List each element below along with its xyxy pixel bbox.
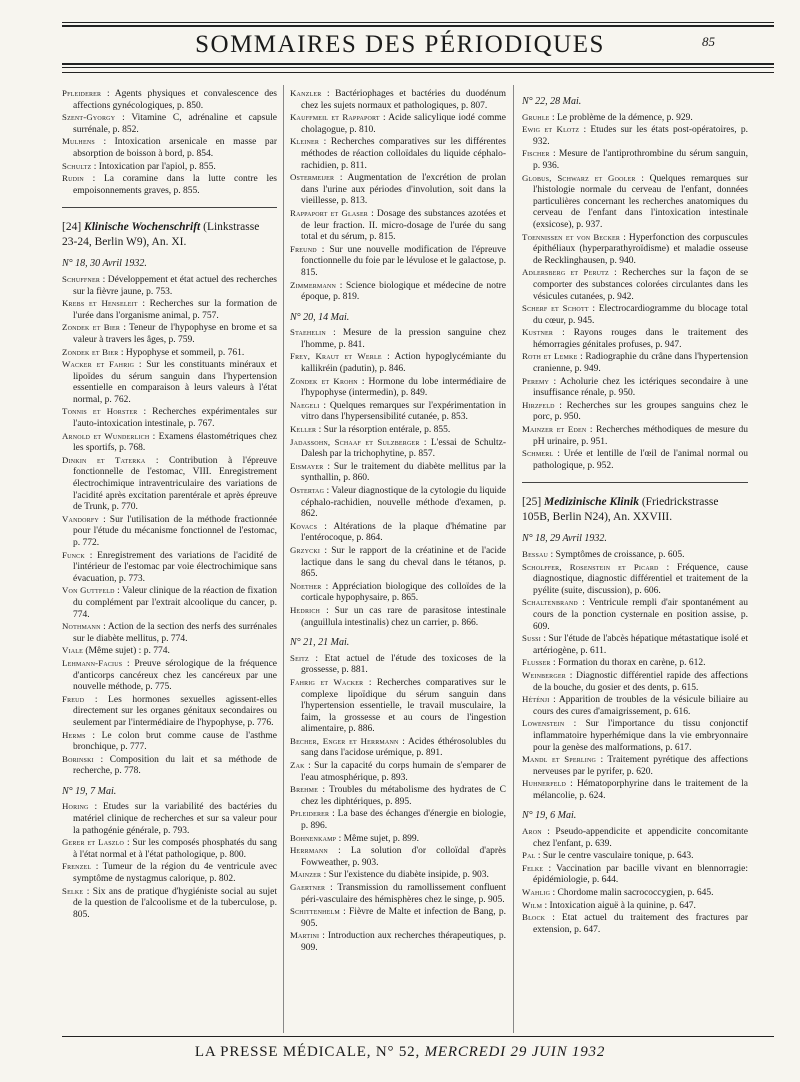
issue-heading: N° 19, 7 Mai. bbox=[62, 785, 117, 797]
article-title: : Altérations de la plaque d'hématine par l'entérocoque, p. 864. bbox=[301, 521, 506, 544]
article-author: Schittenhelm bbox=[290, 906, 340, 917]
article-title: : Sur l'utilisation de la méthode fractionnée pour l'étude du mécanisme fonctionnel de l'estomac, p. 772. bbox=[73, 514, 277, 548]
article-author: Frey, Kraut et Werle bbox=[290, 351, 382, 362]
article-title: : Hypophyse et sommeil, p. 761. bbox=[120, 347, 245, 358]
article-author: Weinberger bbox=[522, 669, 566, 680]
journal-heading bbox=[62, 220, 277, 250]
article-entry bbox=[62, 658, 277, 694]
article-title: : Chordome malin sacrococcygien, p. 645. bbox=[552, 888, 714, 899]
issue-heading: N° 19, 6 Mai. bbox=[522, 810, 577, 822]
article-title: : Diagnostic différentiel rapide des affections de la bouche, du gosier et des dents, p. 615. bbox=[533, 670, 748, 693]
article-author: Schultz bbox=[62, 160, 92, 171]
article-entry bbox=[290, 88, 506, 112]
article-title: : Troubles du métabolisme des hydrates de C chez les diphtériques, p. 895. bbox=[301, 785, 506, 807]
article-author: Tonnis et Horster bbox=[62, 406, 138, 417]
article-entry bbox=[522, 424, 748, 448]
article-title: : Intoxication aiguë à la quinine, p. 647. bbox=[544, 900, 696, 911]
article-title: : Introduction aux recherches thérapeutiques, p. 909. bbox=[301, 931, 506, 953]
article-author: Vandorfy bbox=[62, 513, 99, 524]
article-entry bbox=[522, 376, 748, 400]
article-author: Bohnenkamp bbox=[290, 832, 337, 843]
article-author: Frenzel bbox=[62, 861, 92, 872]
article-title: : Radiographie du crâne dans l'hypertension cranienne, p. 949. bbox=[533, 352, 748, 375]
article-title: : Sur le traitement du diabète mellitus par la synthallin, p. 860. bbox=[301, 461, 506, 484]
article-title: : Sur les constituants minéraux et lipoïdes du sérum sanguin dans l'hypertension essentielle en comparaison à leurs valeurs à l'état normal, p. 762. bbox=[73, 360, 277, 405]
article-author: Ostertag bbox=[290, 485, 325, 495]
article-entry bbox=[522, 327, 748, 351]
article-entry bbox=[62, 514, 277, 550]
article-title: : Examens élastométriques chez les sportifs, p. 768. bbox=[73, 431, 277, 454]
article-entry bbox=[522, 912, 748, 936]
article-entry bbox=[290, 461, 506, 485]
article-title: : Rayons rouges dans le traitement des hémorragies génitales profuses, p. 947. bbox=[533, 328, 748, 350]
article-author: Kustner bbox=[522, 327, 554, 338]
article-entry bbox=[290, 327, 506, 351]
article-entry bbox=[62, 730, 277, 754]
article-entry bbox=[290, 784, 506, 808]
article-entry bbox=[522, 657, 748, 670]
column-separator-1 bbox=[283, 85, 284, 1033]
article-author: Zondek et Krohn bbox=[290, 375, 358, 386]
article-title: : Pseudo-appendicite et appendicite concomitante chez l'enfant, p. 639. bbox=[533, 827, 748, 849]
journal-number: [24] bbox=[62, 221, 82, 234]
article-title: : Fièvre de Malte et infection de Bang, p. 905. bbox=[301, 907, 506, 929]
article-author: Fahrig et Wacker bbox=[290, 676, 364, 687]
article-title: : Sur le rapport de la créatinine et de l'acide lactique dans le sang du cheval dans le tétanos, p. 865. bbox=[301, 545, 506, 580]
article-entry bbox=[62, 347, 277, 360]
article-entry bbox=[62, 455, 277, 514]
article-author: Zak bbox=[290, 760, 305, 771]
article-author: Mainzer et Eden bbox=[522, 424, 587, 435]
article-author: Martini bbox=[290, 930, 320, 941]
footer-weekday: MERCREDI bbox=[424, 1044, 506, 1060]
header-rule-top bbox=[62, 22, 774, 23]
article-title: : Transmission du ramollissement confluent péri-vasculaire des hémisphères chez le singe, p. 905. bbox=[301, 883, 506, 905]
article-title: : Fréquence, cause diagnostique, diagnostic différentiel et traitement de la pyélite (suite, discussion), p. 606. bbox=[533, 562, 748, 596]
article-title: : Ventricule rempli d'air spontanément au cours de la ponction cysternale en position assise, p. 609. bbox=[533, 598, 748, 632]
section-divider bbox=[62, 207, 277, 208]
article-author: Rudin bbox=[62, 173, 84, 184]
page-title: SOMMAIRES DES PÉRIODIQUES bbox=[195, 31, 605, 58]
article-author: Eismayer bbox=[290, 460, 324, 471]
article-entry bbox=[290, 581, 506, 605]
article-entry bbox=[62, 754, 277, 778]
article-author: Noether bbox=[290, 580, 322, 591]
article-title: : Sur les composés phosphatés du sang à l'état normal et à l'état pathologique, p. 800. bbox=[73, 838, 277, 860]
article-entry bbox=[290, 845, 506, 869]
article-entry bbox=[522, 900, 748, 913]
article-entry bbox=[522, 778, 748, 802]
article-title: : Etat actuel de l'étude des toxicoses de la grossesse, p. 881. bbox=[301, 653, 506, 676]
article-author: Peremy bbox=[522, 375, 550, 386]
column-1 bbox=[62, 88, 277, 1030]
article-author: Gerer et Laszlo bbox=[62, 837, 125, 848]
article-author: Schuffner bbox=[62, 273, 101, 284]
article-title: (Même sujet) : p. 774. bbox=[85, 646, 170, 657]
article-entry bbox=[290, 244, 506, 280]
article-author: Schaltenbrand bbox=[522, 597, 578, 608]
issue-heading: N° 18, 30 Avril 1932. bbox=[62, 258, 147, 270]
article-entry bbox=[522, 303, 748, 327]
article-title: : Etat actuel du traitement des fractures par extension, p. 647. bbox=[533, 913, 748, 935]
article-entry bbox=[522, 597, 748, 633]
article-title: : Action hypoglycémiante du kallikréin (padutin), p. 846. bbox=[301, 352, 506, 375]
article-title: : Valeur diagnostique de la cytologie du liquide céphalo-rachidien, nouvelle méthode d'examen, p. 862. bbox=[301, 486, 506, 520]
article-author: Felke bbox=[522, 862, 544, 873]
article-author: Wacker et Fahrig bbox=[62, 359, 135, 370]
journal-address: (Friedrickstrasse 105B, Berlin N24), An. XXVIII. bbox=[522, 496, 719, 524]
article-author: Adlersberg et Perutz bbox=[522, 267, 609, 278]
article-author: Von Guttfeld bbox=[62, 585, 115, 596]
article-author: Lehmann-Facius bbox=[62, 657, 123, 668]
article-entry bbox=[62, 837, 277, 861]
article-title: : Bactériophages et bactéries du duodénum chez les sujets normaux et pathologiques, p. 807. bbox=[301, 89, 506, 111]
article-author: Horing bbox=[62, 801, 89, 812]
article-author: Freud bbox=[62, 693, 85, 704]
article-author: Hedrich bbox=[290, 604, 321, 615]
article-title: : Vitamine C, adrénaline et capsule surrénale, p. 852. bbox=[73, 113, 277, 135]
article-entry bbox=[62, 359, 277, 406]
journal-name: Medizinische Klinik bbox=[544, 496, 639, 509]
article-author: Huhnerfeld bbox=[522, 778, 567, 789]
article-entry bbox=[522, 112, 748, 125]
footer-number: N° 52, bbox=[375, 1044, 421, 1060]
article-entry bbox=[522, 670, 748, 694]
article-entry bbox=[62, 322, 277, 346]
article-entry bbox=[522, 718, 748, 754]
article-title: : Electrocardiogramme du blocage total du cœur, p. 945. bbox=[533, 304, 748, 326]
article-author: Mulhens bbox=[62, 136, 95, 147]
column-2 bbox=[290, 88, 506, 1030]
article-entry bbox=[290, 280, 506, 304]
article-title: : Recherches sur la façon de se comporter des substances colorées circulantes dans les vésicules cutanées, p. 942. bbox=[533, 268, 748, 302]
article-author: Staehelin bbox=[290, 327, 326, 338]
article-author: Rappaport et Glaser bbox=[290, 207, 369, 218]
article-entry bbox=[290, 172, 506, 208]
article-title: : Science biologique et médecine de notre époque, p. 819. bbox=[301, 280, 506, 303]
article-entry bbox=[522, 826, 748, 850]
article-title: : La solution d'or colloïdal d'après Fowweather, p. 903. bbox=[301, 846, 506, 868]
article-author: Fischer bbox=[522, 148, 550, 159]
article-author: Kanzler bbox=[290, 88, 322, 98]
article-title: : Enregistrement des variations de l'acidité de l'intérieur de l'estomac par voie électrochimique sans évacuation, p. 773. bbox=[73, 550, 277, 584]
article-author: Aron bbox=[522, 826, 542, 837]
article-title: : Tumeur de la région du 4e ventricule avec symptôme de nystagmus calorique, p. 802. bbox=[73, 862, 277, 885]
article-title: : Hématoporphyrine dans le traitement de la mélancolie, p. 624. bbox=[533, 779, 748, 801]
article-author: Globus, Schwarz et Gooler bbox=[522, 172, 636, 183]
article-title: : Développement et état actuel des recherches sur la fièvre jaune, p. 753. bbox=[73, 274, 277, 297]
article-title: : Quelques remarques sur l'expérimentation in vitro dans l'hypersensibilité cutanée, p. 853. bbox=[301, 400, 506, 423]
article-entry bbox=[62, 112, 277, 136]
article-author: Kleiner bbox=[290, 136, 320, 147]
article-author: Sussi bbox=[522, 633, 541, 644]
article-title: : Recherches méthodiques de mesure du pH urinaire, p. 951. bbox=[533, 425, 748, 447]
article-entry bbox=[290, 424, 506, 437]
article-entry bbox=[522, 887, 748, 900]
header-rule-bottom-2 bbox=[62, 67, 774, 68]
article-title: : Sur une nouvelle modification de l'épreuve fonctionnelle du foie par le lévulose et le galactose, p. 815. bbox=[301, 244, 506, 278]
article-author: Scherf et Schott bbox=[522, 303, 589, 314]
article-title: : Même sujet, p. 899. bbox=[338, 833, 420, 844]
header-rule-top-2 bbox=[62, 25, 774, 27]
article-entry bbox=[290, 882, 506, 906]
article-author: Szent-Gyorgy bbox=[62, 112, 116, 123]
article-title: : Le problème de la démence, p. 929. bbox=[551, 112, 693, 123]
article-author: Pal bbox=[522, 850, 536, 861]
article-author: Borinski bbox=[62, 753, 94, 764]
article-author: Viale bbox=[62, 645, 84, 656]
issue-heading: N° 21, 21 Mai. bbox=[290, 637, 350, 649]
article-title: : Hyperfonction des corpuscules épithéliaux (hyperparathyroïdisme) et maladie osseuse de Recklinghausen, p. 940. bbox=[533, 232, 748, 266]
article-title: : Apparition de troubles de la vésicule biliaire au cours des cures d'amaigrissement, p. 616. bbox=[533, 695, 748, 717]
article-entry bbox=[522, 549, 748, 562]
article-title: : Sur la résorption entérale, p. 855. bbox=[318, 425, 451, 436]
journal-name: Klinische Wochenschrift bbox=[84, 221, 201, 234]
article-author: Héténji bbox=[522, 694, 550, 705]
article-entry bbox=[62, 431, 277, 455]
article-author: Pfleiderer bbox=[62, 88, 102, 98]
article-entry bbox=[290, 736, 506, 760]
article-entry bbox=[62, 886, 277, 922]
article-title: : Sur un cas rare de parasitose intestinale (anguillula intestinalis) chez un carrier, p. 866. bbox=[301, 605, 506, 628]
article-author: Hirzfeld bbox=[522, 399, 555, 410]
issue-heading: N° 18, 29 Avril 1932. bbox=[522, 533, 607, 545]
article-title: : Appréciation biologique des colloïdes de la corticale hypophysaire, p. 865. bbox=[301, 581, 506, 604]
article-entry bbox=[62, 88, 277, 112]
footer-journal: LA PRESSE MÉDICALE, bbox=[194, 1044, 372, 1060]
article-entry bbox=[290, 208, 506, 244]
article-title: : Mesure de l'antiprothrombine du sérum sanguin, p. 936. bbox=[533, 149, 748, 171]
article-title: : Dosage des substances azotées et de leur fraction. II. micro-dosage de l'urée du sang total et du sérum, p. 815. bbox=[301, 208, 506, 243]
article-entry bbox=[522, 400, 748, 424]
journal-number: [25] bbox=[522, 496, 542, 509]
article-entry bbox=[62, 801, 277, 837]
article-entry bbox=[290, 869, 506, 882]
article-entry bbox=[290, 760, 506, 784]
article-author: Wilm bbox=[522, 899, 543, 910]
article-title: : Action de la section des nerfs des surrénales sur le diabète mellitus, p. 774. bbox=[73, 622, 277, 644]
article-title: : Le colon brut comme cause de l'asthme bronchique, p. 777. bbox=[73, 730, 277, 753]
article-title: : Acholurie chez les ictériques secondaire à une insuffisance rénale, p. 950. bbox=[533, 376, 748, 399]
article-title: : Urée et lentille de l'œil de l'animal normal ou pathologique, p. 952. bbox=[533, 449, 748, 471]
article-entry bbox=[522, 351, 748, 375]
article-entry bbox=[62, 550, 277, 586]
article-entry bbox=[62, 861, 277, 885]
article-author: Roth et Lemke bbox=[522, 351, 578, 362]
issue-heading: N° 22, 28 Mai. bbox=[522, 96, 582, 107]
article-author: Jadassohn, Schaaf et Sulzberger bbox=[290, 436, 420, 447]
article-entry bbox=[290, 677, 506, 736]
article-author: Gruhle bbox=[522, 111, 550, 122]
article-title: : Sur le centre vasculaire tonique, p. 643. bbox=[537, 851, 694, 862]
header-rule-bottom-3 bbox=[62, 72, 774, 73]
article-entry bbox=[522, 633, 748, 657]
article-entry bbox=[62, 406, 277, 430]
article-author: Seitz bbox=[290, 652, 309, 663]
article-title: : Quelques remarques sur l'histologie normale du cerveau de l'enfant, données particulières concernant les recherches anatomiques du cerveau de l'enfant dans l'intoxication intestinale (exsicose), p. 937. bbox=[533, 173, 748, 230]
article-entry bbox=[62, 274, 277, 298]
article-author: Brehme bbox=[290, 784, 319, 795]
article-title: : Intoxication par l'apiol, p. 855. bbox=[93, 161, 216, 172]
article-author: Kauffmeil et Rappaport bbox=[290, 112, 380, 123]
article-title: : Agents physiques et convalescence des affections gynécologiques, p. 850. bbox=[73, 89, 277, 111]
article-author: Zondek et Bier bbox=[62, 322, 121, 333]
article-entry bbox=[522, 694, 748, 718]
article-title: : Sur l'existence du diabète insipide, p. 903. bbox=[323, 870, 489, 881]
article-entry bbox=[290, 351, 506, 375]
article-title: : Teneur de l'hypophyse en brome et sa valeur à travers les âges, p. 759. bbox=[73, 323, 277, 345]
article-entry bbox=[62, 694, 277, 730]
article-title: : Recherches comparatives sur les différentes méthodes de réaction colloïdales du liquide céphalo-rachidien, p. 811. bbox=[301, 137, 506, 171]
article-entry bbox=[290, 437, 506, 461]
article-entry bbox=[522, 754, 748, 778]
article-author: Keller bbox=[290, 424, 317, 435]
article-author: Toennissen et von Becker bbox=[522, 231, 621, 242]
article-author: Nothmann bbox=[62, 621, 101, 632]
article-entry bbox=[522, 148, 748, 172]
article-title: : Recherches sur la formation de l'urée dans l'organisme animal, p. 757. bbox=[73, 299, 277, 321]
article-author: Freund bbox=[290, 243, 317, 254]
article-entry bbox=[62, 136, 277, 160]
article-title: : La coramine dans la lutte contre les empoisonnements graves, p. 855. bbox=[73, 174, 277, 196]
article-author: Wahlig bbox=[522, 887, 551, 898]
article-author: Schmerl bbox=[522, 448, 554, 459]
article-author: Lowenstein bbox=[522, 718, 565, 729]
article-title: : Acides éthérosolubles du sang dans l'acidose urémique, p. 891. bbox=[301, 736, 506, 759]
article-entry bbox=[290, 400, 506, 424]
article-entry bbox=[62, 621, 277, 645]
article-author: Dinkin et Taterka bbox=[62, 454, 146, 465]
article-title: : Symptômes de croissance, p. 605. bbox=[550, 550, 685, 560]
page-number: 85 bbox=[702, 34, 715, 49]
article-author: Krebs et Henseleit bbox=[62, 298, 138, 309]
footer-rule bbox=[62, 1036, 774, 1037]
article-entry bbox=[522, 562, 748, 598]
article-author: Kovacs bbox=[290, 520, 318, 531]
article-entry bbox=[290, 808, 506, 832]
article-entry bbox=[522, 448, 748, 472]
section-divider bbox=[522, 482, 748, 483]
article-entry bbox=[522, 267, 748, 303]
article-title: : Sur la capacité du corps humain de s'emparer de l'eau atmosphérique, p. 893. bbox=[301, 761, 506, 783]
issue-heading: N° 20, 14 Mai. bbox=[290, 311, 350, 323]
article-title: : Mesure de la pression sanguine chez l'homme, p. 841. bbox=[301, 328, 506, 350]
header-rule-bottom bbox=[62, 63, 774, 65]
article-author: Pfleiderer bbox=[290, 808, 330, 819]
article-author: Grzycki bbox=[290, 544, 321, 555]
article-title: : Formation du thorax en carène, p. 612. bbox=[553, 658, 706, 669]
article-author: Naegeli bbox=[290, 399, 320, 410]
article-entry bbox=[290, 906, 506, 930]
article-author: Block bbox=[522, 912, 546, 923]
article-title: : Augmentation de l'excrétion de prolan dans l'urine aux périodes d'involution, soit dans la vieillesse, p. 813. bbox=[301, 173, 506, 207]
article-title: : Sur l'étude de l'abcès hépatique métastatique isolé et artériogène, p. 611. bbox=[533, 634, 748, 656]
article-entry bbox=[62, 161, 277, 174]
article-author: Funck bbox=[62, 549, 85, 560]
article-title: : Recherches expérimentales sur l'auto-intoxication intestinale, p. 767. bbox=[73, 407, 277, 430]
article-entry bbox=[290, 376, 506, 400]
article-entry bbox=[522, 850, 748, 863]
article-author: Bessau bbox=[522, 549, 549, 559]
article-entry bbox=[522, 173, 748, 232]
article-title: : Vaccination par bacille vivant en blennorragie: épidémiologie, p. 644. bbox=[533, 863, 748, 886]
article-title: : La base des échanges d'énergie en biologie, p. 896. bbox=[301, 809, 506, 832]
article-title: : Traitement pyrétique des affections nerveuses par le pyrifer, p. 620. bbox=[533, 755, 748, 777]
page-footer bbox=[0, 1044, 800, 1061]
article-author: Mandl et Sperling bbox=[522, 754, 597, 765]
column-separator-2 bbox=[513, 85, 514, 1033]
article-entry bbox=[290, 136, 506, 172]
article-entry bbox=[290, 653, 506, 677]
article-author: Herrmann bbox=[290, 845, 328, 856]
article-author: Arnold et Wunderlich bbox=[62, 430, 150, 441]
article-title: : Etudes sur les états post-opératoires, p. 932. bbox=[533, 125, 748, 147]
article-entry bbox=[290, 485, 506, 521]
article-title: : Etudes sur la variabilité des bactéries du matériel clinique de recherches et sur sa valeur pour la pathogénie générale, p. 793. bbox=[73, 802, 277, 836]
article-author: Scholffer, Rosenstein et Picard bbox=[522, 561, 659, 572]
article-entry bbox=[290, 521, 506, 545]
article-title: : Acide salicylique iodé comme cholagogue, p. 810. bbox=[301, 113, 506, 135]
article-title: : Contribution à l'épreuve fonctionnelle de l'estomac, VIII. Enregistrement électrochimique intraventriculaire des variations de l'acidité après excitation parentérale et après épreuve de Trunk, p. 770. bbox=[73, 455, 277, 513]
article-author: Gaertner bbox=[290, 882, 326, 892]
article-entry bbox=[522, 863, 748, 887]
article-author: Zimmermann bbox=[290, 279, 337, 290]
article-title: : Les hormones sexuelles agissent-elles directement sur les organes génitaux secondaires ou seulement par l'intermédiaire de l'hypophyse, p. 776. bbox=[73, 694, 277, 728]
article-author: Becher, Enger et Herrmann bbox=[290, 735, 399, 746]
article-author: Ewig et Klotz bbox=[522, 124, 580, 135]
article-author: Flusser bbox=[522, 657, 551, 668]
article-entry bbox=[290, 605, 506, 629]
article-entry bbox=[62, 645, 277, 658]
article-title: : Sur l'importance du tissu conjonctif inflammatoire hyperhémique dans la vie embryonnaire pour la genèse des malformations, p. 617. bbox=[533, 719, 748, 753]
article-entry bbox=[290, 833, 506, 846]
article-title: : Valeur clinique de la réaction de fixation du complément par l'extrait alcoolique du cancer, p. 774. bbox=[73, 586, 277, 620]
article-entry bbox=[290, 112, 506, 136]
article-title: : Composition du lait et sa méthode de recherche, p. 778. bbox=[73, 754, 277, 777]
article-author: Mainzer bbox=[290, 869, 322, 880]
article-title: : Six ans de pratique d'hygiéniste social au sujet de la question de l'alcoolisme et de la tuberculose, p. 805. bbox=[73, 886, 277, 920]
article-title: : Recherches comparatives sur le complexe lipoïdique du sérum sanguin dans l'hypertension essentielle, le travail musculaire, la faim, la grossesse et au cours de l'ingestion alimentaire, p. 886. bbox=[301, 677, 506, 735]
article-title: : Preuve sérologique de la fréquence d'anticorps cancéreux chez les cancéreux par une nouvelle méthode, p. 775. bbox=[73, 658, 277, 693]
article-author: Zondek et Bier bbox=[62, 346, 119, 357]
article-entry bbox=[62, 173, 277, 197]
article-author: Selke bbox=[62, 885, 84, 896]
article-author: Ostermeijer bbox=[290, 172, 335, 183]
article-author: Herms bbox=[62, 729, 86, 740]
article-entry bbox=[290, 545, 506, 581]
article-entry bbox=[62, 585, 277, 621]
footer-date: 29 JUIN 1932 bbox=[510, 1044, 606, 1060]
article-title: : L'essai de Schultz-Dalesh par la trichophytine, p. 857. bbox=[301, 437, 506, 460]
article-entry bbox=[522, 232, 748, 268]
article-title: : Intoxication arsenicale en masse par absorption de boisson à bord, p. 854. bbox=[73, 137, 277, 159]
article-entry bbox=[290, 930, 506, 954]
column-3 bbox=[522, 88, 748, 1030]
journal-address: (Linkstrasse 23-24, Berlin W9), An. XI. bbox=[62, 221, 260, 249]
article-title: : Recherches sur les groupes sanguins chez le porc, p. 950. bbox=[533, 400, 748, 423]
journal-heading bbox=[522, 495, 748, 525]
article-entry bbox=[62, 298, 277, 322]
article-title: : Hormone du lobe intermédiaire de l'hypophyse (intermedin), p. 849. bbox=[301, 376, 506, 399]
article-entry bbox=[522, 124, 748, 148]
